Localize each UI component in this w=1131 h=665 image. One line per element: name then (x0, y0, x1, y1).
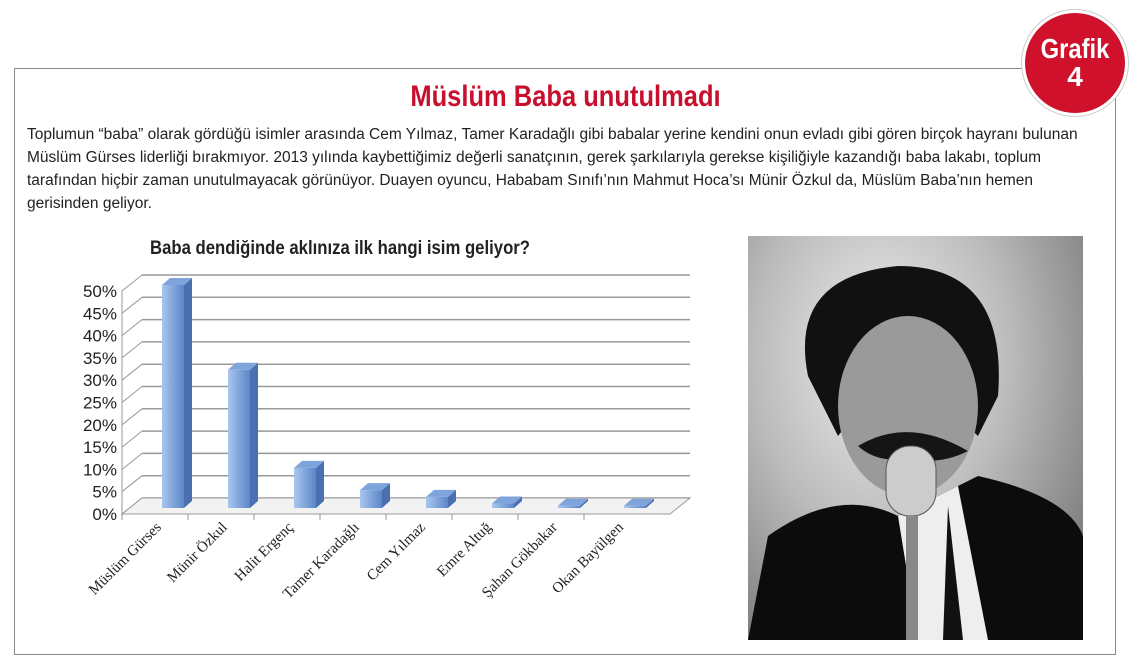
bar-side (316, 461, 324, 508)
bar (426, 497, 448, 508)
x-tick-label: Halit Ergenç (231, 519, 297, 585)
y-tick-label: 40% (82, 326, 117, 346)
chart-floor (122, 498, 690, 514)
bar (228, 370, 250, 508)
grid-diagonal (122, 297, 142, 313)
grid-diagonal (122, 476, 142, 492)
article-title: Müslüm Baba unutulmadı (410, 80, 721, 113)
grid-diagonal (122, 387, 142, 403)
bar-side (184, 278, 192, 508)
y-tick-label: 30% (82, 371, 117, 391)
grid-diagonal (122, 409, 142, 425)
y-tick-label: 45% (82, 304, 117, 324)
grid-diagonal (122, 364, 142, 380)
badge-label: Grafik (1040, 33, 1110, 64)
bar (294, 468, 316, 508)
x-tick-label: Cem Yılmaz (363, 519, 429, 585)
grid-diagonal (122, 320, 142, 336)
y-tick-label: 50% (82, 282, 117, 301)
bar (162, 285, 184, 508)
bar (492, 504, 514, 508)
x-tick-label: Emre Altuğ (434, 519, 495, 581)
x-tick-label: Tamer Karadağlı (280, 519, 363, 603)
bar (624, 506, 646, 508)
badge-number: 4 (1067, 61, 1083, 92)
article-body: Toplumun “baba” olarak gördüğü isimler arasında Cem Yılmaz, Tamer Karadağlı gibi babalar yerine kendini onun evladı gibi gören birçok hayranı bulunan Müslüm Gürses liderliği bırakmıyor. 2013 yılında kaybettiğimiz değerli sanatçının, gerek şarkılarıyla gerekse kişiliğiyle kazandığı baba lakabı, toplum tarafından hiçbir zaman unutulmayacak görünüyor. Duayen oyuncu, Hababam Sınıfı’nın Mahmut Hoca’sı Münir Özkul da, Müslüm Baba’nın hemen gerisinden geliyor. (27, 126, 1078, 212)
grid-diagonal (122, 453, 142, 469)
y-tick-label: 25% (82, 393, 117, 413)
y-tick-label: 20% (82, 415, 117, 435)
y-tick-label: 35% (82, 348, 117, 368)
x-tick-label: Müslüm Gürses (86, 519, 165, 599)
bar (360, 490, 382, 508)
y-tick-label: 0% (92, 505, 117, 524)
x-tick-label: Münir Özkul (164, 519, 231, 586)
portrait-photo (748, 236, 1083, 640)
x-tick-label: Okan Bayülgen (549, 519, 627, 598)
bar (558, 506, 580, 508)
grid-diagonal (122, 431, 142, 447)
y-tick-label: 5% (92, 482, 117, 502)
portrait-illustration (748, 236, 1083, 640)
x-tick-label: Şahan Gökbakar (479, 519, 561, 602)
bar-side (250, 363, 258, 508)
y-tick-label: 10% (82, 460, 117, 480)
grid-diagonal (122, 275, 142, 291)
chart-title: Baba dendiğinde aklınıza ilk hangi isim geliyor? (150, 238, 531, 259)
y-tick-label: 15% (82, 438, 117, 458)
grid-diagonal (122, 342, 142, 358)
